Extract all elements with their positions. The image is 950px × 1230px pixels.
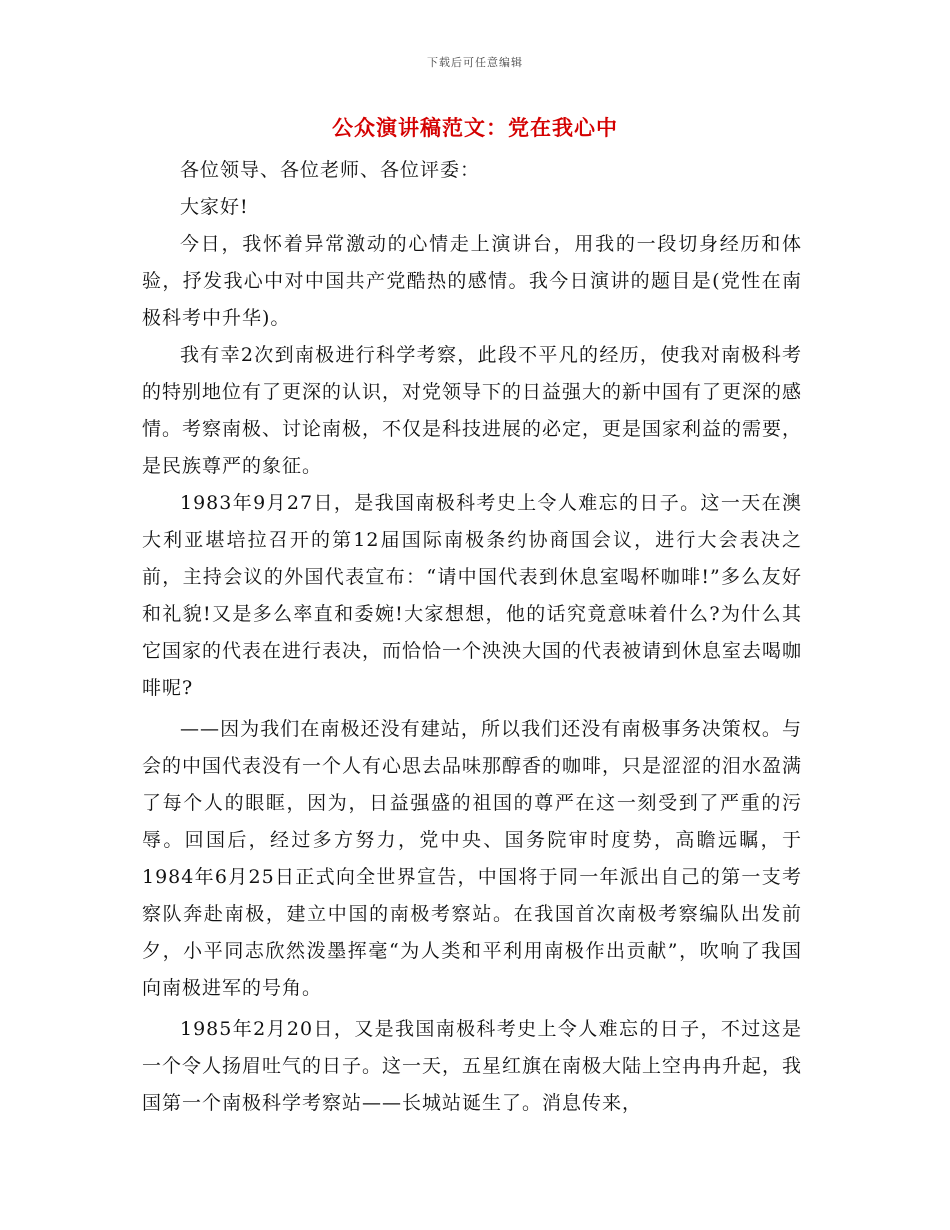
paragraph-intro: 今日，我怀着异常激动的心情走上演讲台，用我的一段切身经历和体验，抒发我心中对中国共产党酷热的感情。我今日演讲的题目是(党性在南极科考中升华)。 [142, 233, 802, 329]
paragraph-1983: 1983年9月27日，是我国南极科考史上令人难忘的日子。这一天在澳大利亚堪培拉召开的第12届国际南极条约协商国会议，进行大会表决之前，主持会议的外国代表宣布：“请中国代表到休息室喝杯咖啡!”多么友好和礼貌!又是多么率直和委婉!大家想想，他的话究竟意味着什么?为什么其它国家的代表在进行表决，而恰恰一个泱泱大国的代表被请到休息室去喝咖啡呢? [142, 492, 803, 699]
paragraph-salutation: 各位领导、各位老师、各位评委： [180, 159, 481, 181]
paragraph-no-station: ——因为我们在南极还没有建站，所以我们还没有南极事务决策权。与会的中国代表没有一个人有心思去品味那醇香的咖啡，只是涩涩的泪水盈满了每个人的眼眶，因为，日益强盛的祖国的尊严在这一刻受到了严重的污辱。回国后，经过多方努力，党中央、国务院审时度势，高瞻远瞩，于1984年6月25日正式向全世界宣告，中国将于同一年派出自己的第一支考察队奔赴南极，建立中国的南极考察站。在我国首次南极考察编队出发前夕，小平同志欣然泼墨挥毫“为人类和平利用南极作出贡献”，吹响了我国向南极进军的号角。 [142, 718, 803, 999]
paragraph-experience: 我有幸2次到南极进行科学考察，此段不平凡的经历，使我对南极科考的特别地位有了更深的认识，对党领导下的日益强大的新中国有了更深的感情。考察南极、讨论南极，不仅是科技进展的必定，更是国家利益的需要，是民族尊严的象征。 [142, 344, 803, 477]
paragraph-1985: 1985年2月20日，又是我国南极科考史上令人难忘的日子，不过这是一个令人扬眉吐气的日子。这一天，五星红旗在南极大陆上空冉冉升起，我国第一个南极科学考察站——长城站诞生了。消息传来， [142, 1018, 803, 1114]
document-body [142, 152, 802, 1122]
document-title: 公众演讲稿范文：党在我心中 [332, 115, 618, 140]
header-note: 下载后可任意编辑 [427, 56, 523, 69]
paragraph-greeting: 大家好! [180, 196, 249, 218]
